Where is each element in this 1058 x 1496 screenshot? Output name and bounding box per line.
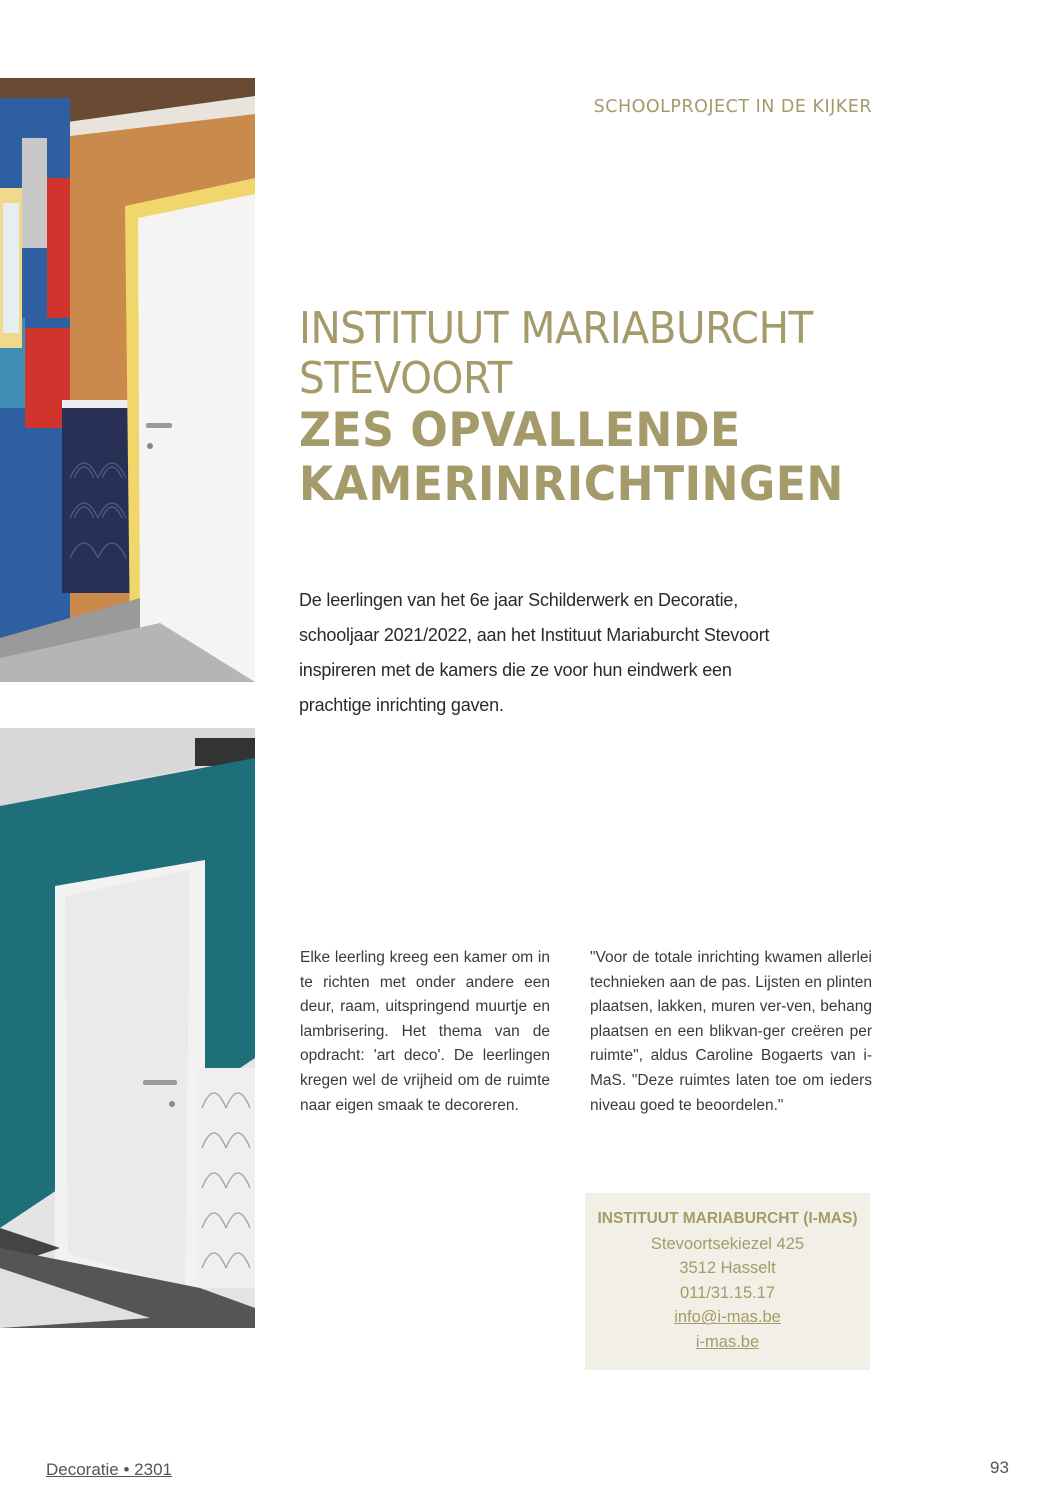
lead-line: prachtige inrichting gaven. xyxy=(299,695,504,715)
lead-line: De leerlingen van het 6e jaar Schilderwerk en Decoratie, xyxy=(299,590,739,610)
subtitle-line-1: ZES OPVALLENDE xyxy=(299,403,741,458)
room-photo-teal-drawing xyxy=(0,728,255,1328)
contact-phone: 011/31.15.17 xyxy=(679,1283,776,1302)
room-photo-teal xyxy=(0,728,255,1328)
contact-email-link[interactable]: info@i-mas.be xyxy=(674,1308,781,1327)
contact-name: INSTITUUT MARIABURCHT (I-MAS) xyxy=(597,1210,858,1227)
contact-street: Stevoortsekiezel 425 xyxy=(650,1234,805,1253)
lead-paragraph xyxy=(299,583,859,723)
room-photo-colourful xyxy=(0,78,255,682)
contact-website-link[interactable]: i-mas.be xyxy=(695,1332,760,1351)
title-line-2: STEVOORT xyxy=(299,353,512,404)
room-photo-colourful-drawing xyxy=(0,78,255,682)
lead-line: schooljaar 2021/2022, aan het Instituut Mariaburcht Stevoort xyxy=(299,625,770,645)
page-number: 93 xyxy=(990,1458,1009,1477)
lead-line: inspireren met de kamers die ze voor hun eindwerk een xyxy=(299,660,732,680)
contact-city: 3512 Hasselt xyxy=(679,1259,776,1278)
publication-name[interactable]: Decoratie • 2301 xyxy=(46,1460,172,1479)
section-label: SCHOOLPROJECT IN DE KIJKER xyxy=(593,97,872,117)
article-title xyxy=(299,304,1019,512)
body-column-left: Elke leerling kreeg een kamer om in te richten met onder andere een deur, raam, uitspringend muurtje en lambrisering. Het thema van de opdracht: 'art deco'. De leerlingen kregen wel de vrijheid om de ruimte naar eigen smaak te decoreren. xyxy=(300,949,550,1114)
title-line-1: INSTITUUT MARIABURCHT xyxy=(299,303,813,354)
contact-box xyxy=(585,1193,870,1370)
body-column-right: "Voor de totale inrichting kwamen allerlei technieken aan de pas. Lijsten en plinten plaatsen, lakken, muren ver-ven, behang plaatsen en een blikvan-ger creëren per ruimte", aldus Caroline Bogaerts van i-MaS. "Deze ruimtes laten toe om ieders niveau goed te beoordelen." xyxy=(590,949,872,1114)
subtitle-line-2: KAMERINRICHTINGEN xyxy=(299,457,844,512)
